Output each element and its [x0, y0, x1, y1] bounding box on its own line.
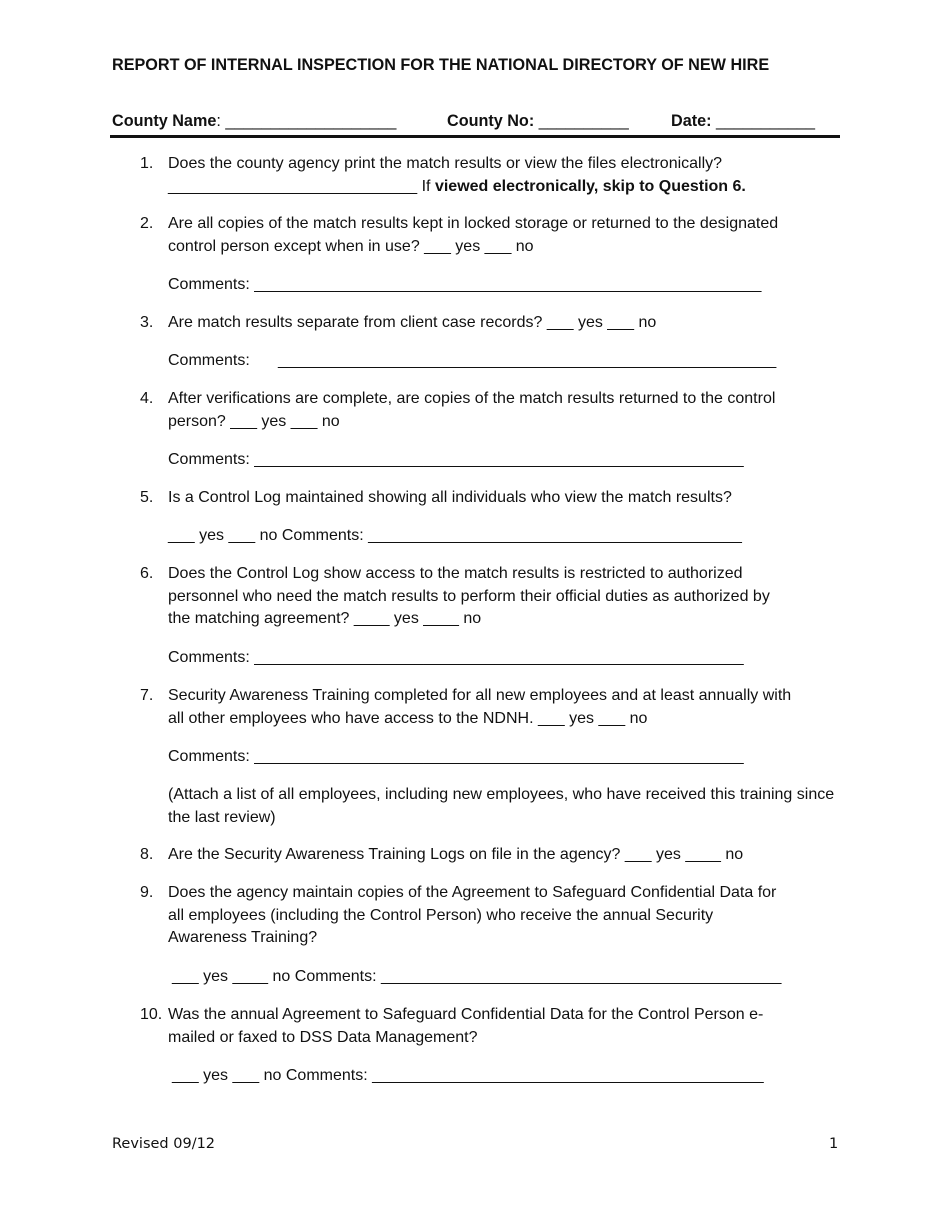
question-5 — [140, 487, 840, 510]
question-text-line[interactable]: all other employees who have access to the NDNH. ___ yes ___ no — [168, 709, 648, 727]
question-text-line[interactable]: control person except when in use? ___ yes ___ no — [168, 237, 534, 255]
question-9 — [140, 882, 840, 950]
question-number: 9. — [140, 884, 154, 901]
attach-note: (Attach a list of all employees, including new employees, who have received this training since the last review) — [168, 786, 835, 826]
question-text-line: Does the agency maintain copies of the Agreement to Safeguard Confidential Data for — [168, 884, 777, 901]
skip-instruction: viewed electronically, skip to Question 6. — [434, 177, 746, 195]
question-number: 3. — [140, 314, 154, 331]
question-6 — [140, 563, 840, 631]
revision-note: Revised 09/12 — [112, 1136, 216, 1152]
comments-field[interactable]: Comments: _______________________________________________________ — [168, 451, 744, 468]
question-text-line: After verifications are complete, are copies of the match results returned to the control — [168, 390, 776, 407]
form-title: REPORT OF INTERNAL INSPECTION FOR THE NATIONAL DIRECTORY OF NEW HIRE — [112, 56, 770, 74]
date-field[interactable]: ___________ — [715, 112, 816, 130]
question-number: 8. — [140, 846, 154, 863]
question-text-line: Security Awareness Training completed for all new employees and at least annually with — [168, 687, 792, 704]
question-text-line[interactable]: Are match results separate from client case records? ___ yes ___ no — [168, 314, 657, 331]
county-name-group — [112, 112, 396, 131]
question-10 — [140, 1004, 840, 1049]
question-number: 6. — [140, 565, 154, 582]
question-number: 5. — [140, 489, 154, 506]
question-number: 4. — [140, 390, 154, 407]
county-no-label: County No: — [447, 112, 535, 130]
date-group — [671, 112, 815, 131]
question-text-line[interactable]: Are the Security Awareness Training Logs on file in the agency? ___ yes ____ no — [168, 846, 744, 863]
question-text-line: Awareness Training? — [168, 929, 318, 946]
question-1 — [140, 153, 840, 198]
county-no-group — [447, 112, 629, 131]
question-text-line: Does the Control Log show access to the match results is restricted to authorized — [168, 565, 743, 582]
question-2 — [140, 213, 840, 258]
question-text-line: Is a Control Log maintained showing all individuals who view the match results? — [168, 489, 732, 506]
comments-field[interactable]: Comments: _________________________________________________________ — [168, 276, 762, 293]
comments-field[interactable]: ________________________________________________________ — [278, 352, 777, 369]
county-no-field[interactable]: __________ — [538, 112, 629, 130]
answer-and-comments-field[interactable]: ___ yes ___ no Comments: ____________________________________________ — [172, 1067, 764, 1084]
page-number: 1 — [829, 1136, 839, 1152]
question-number: 10. — [140, 1006, 163, 1023]
question-text-line: mailed or faxed to DSS Data Management? — [168, 1028, 478, 1046]
question-3 — [140, 312, 840, 335]
header-rule — [110, 135, 840, 138]
question-text-line[interactable]: the matching agreement? ____ yes ____ no — [168, 610, 482, 627]
question-4 — [140, 388, 840, 433]
question-text-line: Are all copies of the match results kept in locked storage or returned to the designated — [168, 215, 779, 232]
answer-and-comments-field[interactable]: ___ yes ____ no Comments: _____________________________________________ — [172, 968, 782, 985]
if-label: If — [421, 177, 431, 195]
question-8 — [140, 844, 840, 867]
county-name-colon: : — [216, 112, 221, 130]
date-label: Date: — [671, 112, 712, 130]
question-text-line: personnel who need the match results to perform their official duties as authorized by — [168, 587, 770, 605]
question-text-line[interactable]: person? ___ yes ___ no — [168, 412, 340, 430]
question-number: 1. — [140, 155, 154, 172]
answer-blank[interactable]: ____________________________ — [168, 177, 418, 195]
comments-field[interactable]: Comments: _______________________________________________________ — [168, 649, 744, 666]
county-name-field[interactable]: ___________________ — [225, 112, 397, 130]
question-number: 7. — [140, 687, 154, 704]
question-text: Does the county agency print the match results or view the files electronically? — [168, 155, 723, 172]
question-number: 2. — [140, 215, 154, 232]
comments-label: Comments: — [168, 352, 250, 369]
answer-and-comments-field[interactable]: ___ yes ___ no Comments: __________________________________________ — [168, 527, 742, 544]
question-text-line: Was the annual Agreement to Safeguard Confidential Data for the Control Person e- — [168, 1006, 764, 1023]
question-7 — [140, 685, 840, 730]
question-text-line: all employees (including the Control Person) who receive the annual Security — [168, 906, 714, 924]
county-name-label: County Name — [112, 112, 217, 130]
question-1-answer-line — [168, 176, 840, 199]
comments-field[interactable]: Comments: _______________________________________________________ — [168, 748, 744, 765]
